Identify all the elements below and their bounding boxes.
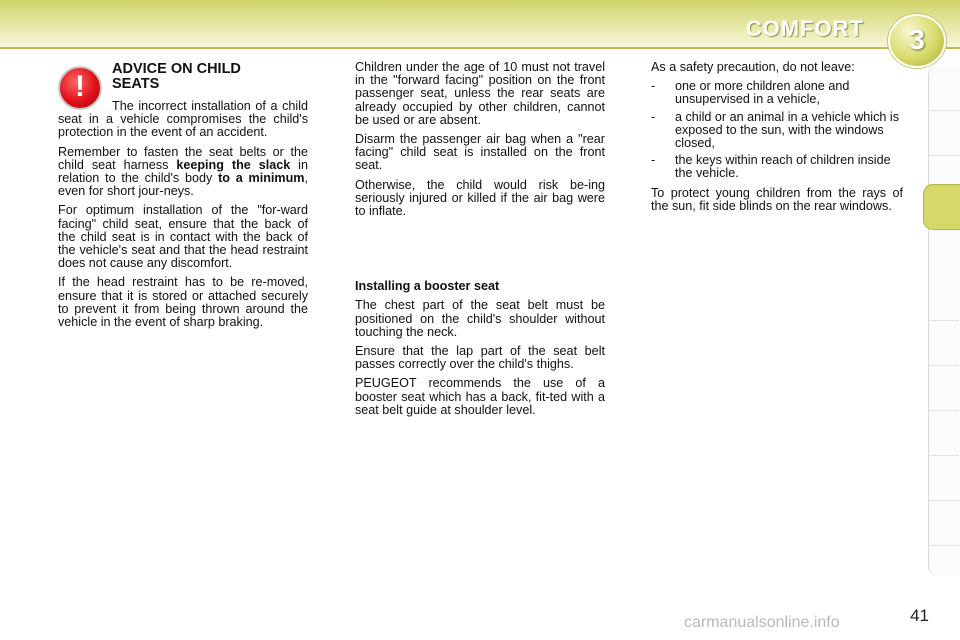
- chapter-tab-9[interactable]: [929, 501, 959, 546]
- chapter-tab-strip: [928, 66, 960, 576]
- chapter-tab-6[interactable]: [929, 366, 959, 411]
- paragraph: The incorrect installation of a child seat in a vehicle compromises the child's protection in the event of an accident.: [58, 99, 308, 140]
- paragraph: Otherwise, the child would risk be-ing seriously injured or killed if the air bag were to inflate.: [355, 177, 605, 219]
- header-divider: [0, 47, 960, 49]
- paragraph-intro: As a safety precaution, do not leave:: [651, 60, 855, 74]
- paragraph: Children under the age of 10 must not travel in the "forward facing" position on the front passenger seat, unless the rear seats are already occupied by other children, cannot be used or are absent.: [355, 60, 605, 127]
- emphasis: keeping the slack: [176, 157, 291, 172]
- paragraph: Ensure that the lap part of the seat belt passes correctly over the child's thighs.: [355, 344, 605, 372]
- paragraph: For optimum installation of the "for-ward facing" child seat, ensure that the back of the child seat is in contact with the back of the vehicle's seat and that the head restraint does not cause any discomfort.: [58, 203, 308, 271]
- chapter-badge: [888, 14, 946, 68]
- chapter-tab-3-active[interactable]: [923, 184, 960, 230]
- chapter-tab-2[interactable]: [929, 111, 959, 156]
- chapter-tab-8[interactable]: [929, 456, 959, 501]
- chapter-number: 3: [909, 24, 925, 55]
- emphasis: to a minimum: [218, 171, 305, 186]
- paragraph: PEUGEOT recommends the use of a booster seat which has a back, fit-ted with a seat belt guide at shoulder level.: [355, 376, 605, 417]
- subheading-booster-seat: Installing a booster seat: [355, 279, 500, 294]
- column-middle: [355, 61, 605, 423]
- paragraph-seat-belt: Remember to fasten the seat belts or the child seat harness keeping the slack in relation to the child's body to a minimum, even for short jour-neys.: [58, 144, 308, 199]
- column-left: [58, 100, 308, 335]
- column-right: [651, 61, 903, 219]
- page-number: 41: [910, 606, 929, 625]
- paragraph: To protect young children from the rays of the sun, fit side blinds on the rear windows.: [651, 185, 903, 213]
- list-item: - the keys within reach of children inside the vehicle.: [651, 154, 903, 180]
- paragraph: The chest part of the seat belt must be positioned on the child's shoulder without touching the neck.: [355, 298, 605, 339]
- list-item: - one or more children alone and unsupervised in a vehicle,: [651, 80, 903, 106]
- chapter-title: COMFORT: [745, 16, 864, 41]
- paragraph: If the head restraint has to be re-moved, ensure that it is stored or attached securely to prevent it from being thrown around the vehicle in the event of sharp braking.: [58, 275, 308, 330]
- exclamation-warning-icon: !: [58, 66, 102, 110]
- chapter-tab-7[interactable]: [929, 411, 959, 456]
- watermark: carmanualsonline.info: [684, 614, 840, 631]
- chapter-tab-1[interactable]: [929, 66, 959, 111]
- chapter-tab-5[interactable]: [929, 321, 959, 366]
- precaution-list: [651, 80, 903, 180]
- list-item: - a child or an animal in a vehicle which is exposed to the sun, with the windows closed,: [651, 111, 903, 151]
- paragraph: Disarm the passenger air bag when a "rear facing" child seat is installed on the front seat.: [355, 132, 605, 173]
- chapter-tab-4[interactable]: [929, 276, 959, 321]
- section-title: ADVICE ON CHILD SEATS: [112, 61, 241, 92]
